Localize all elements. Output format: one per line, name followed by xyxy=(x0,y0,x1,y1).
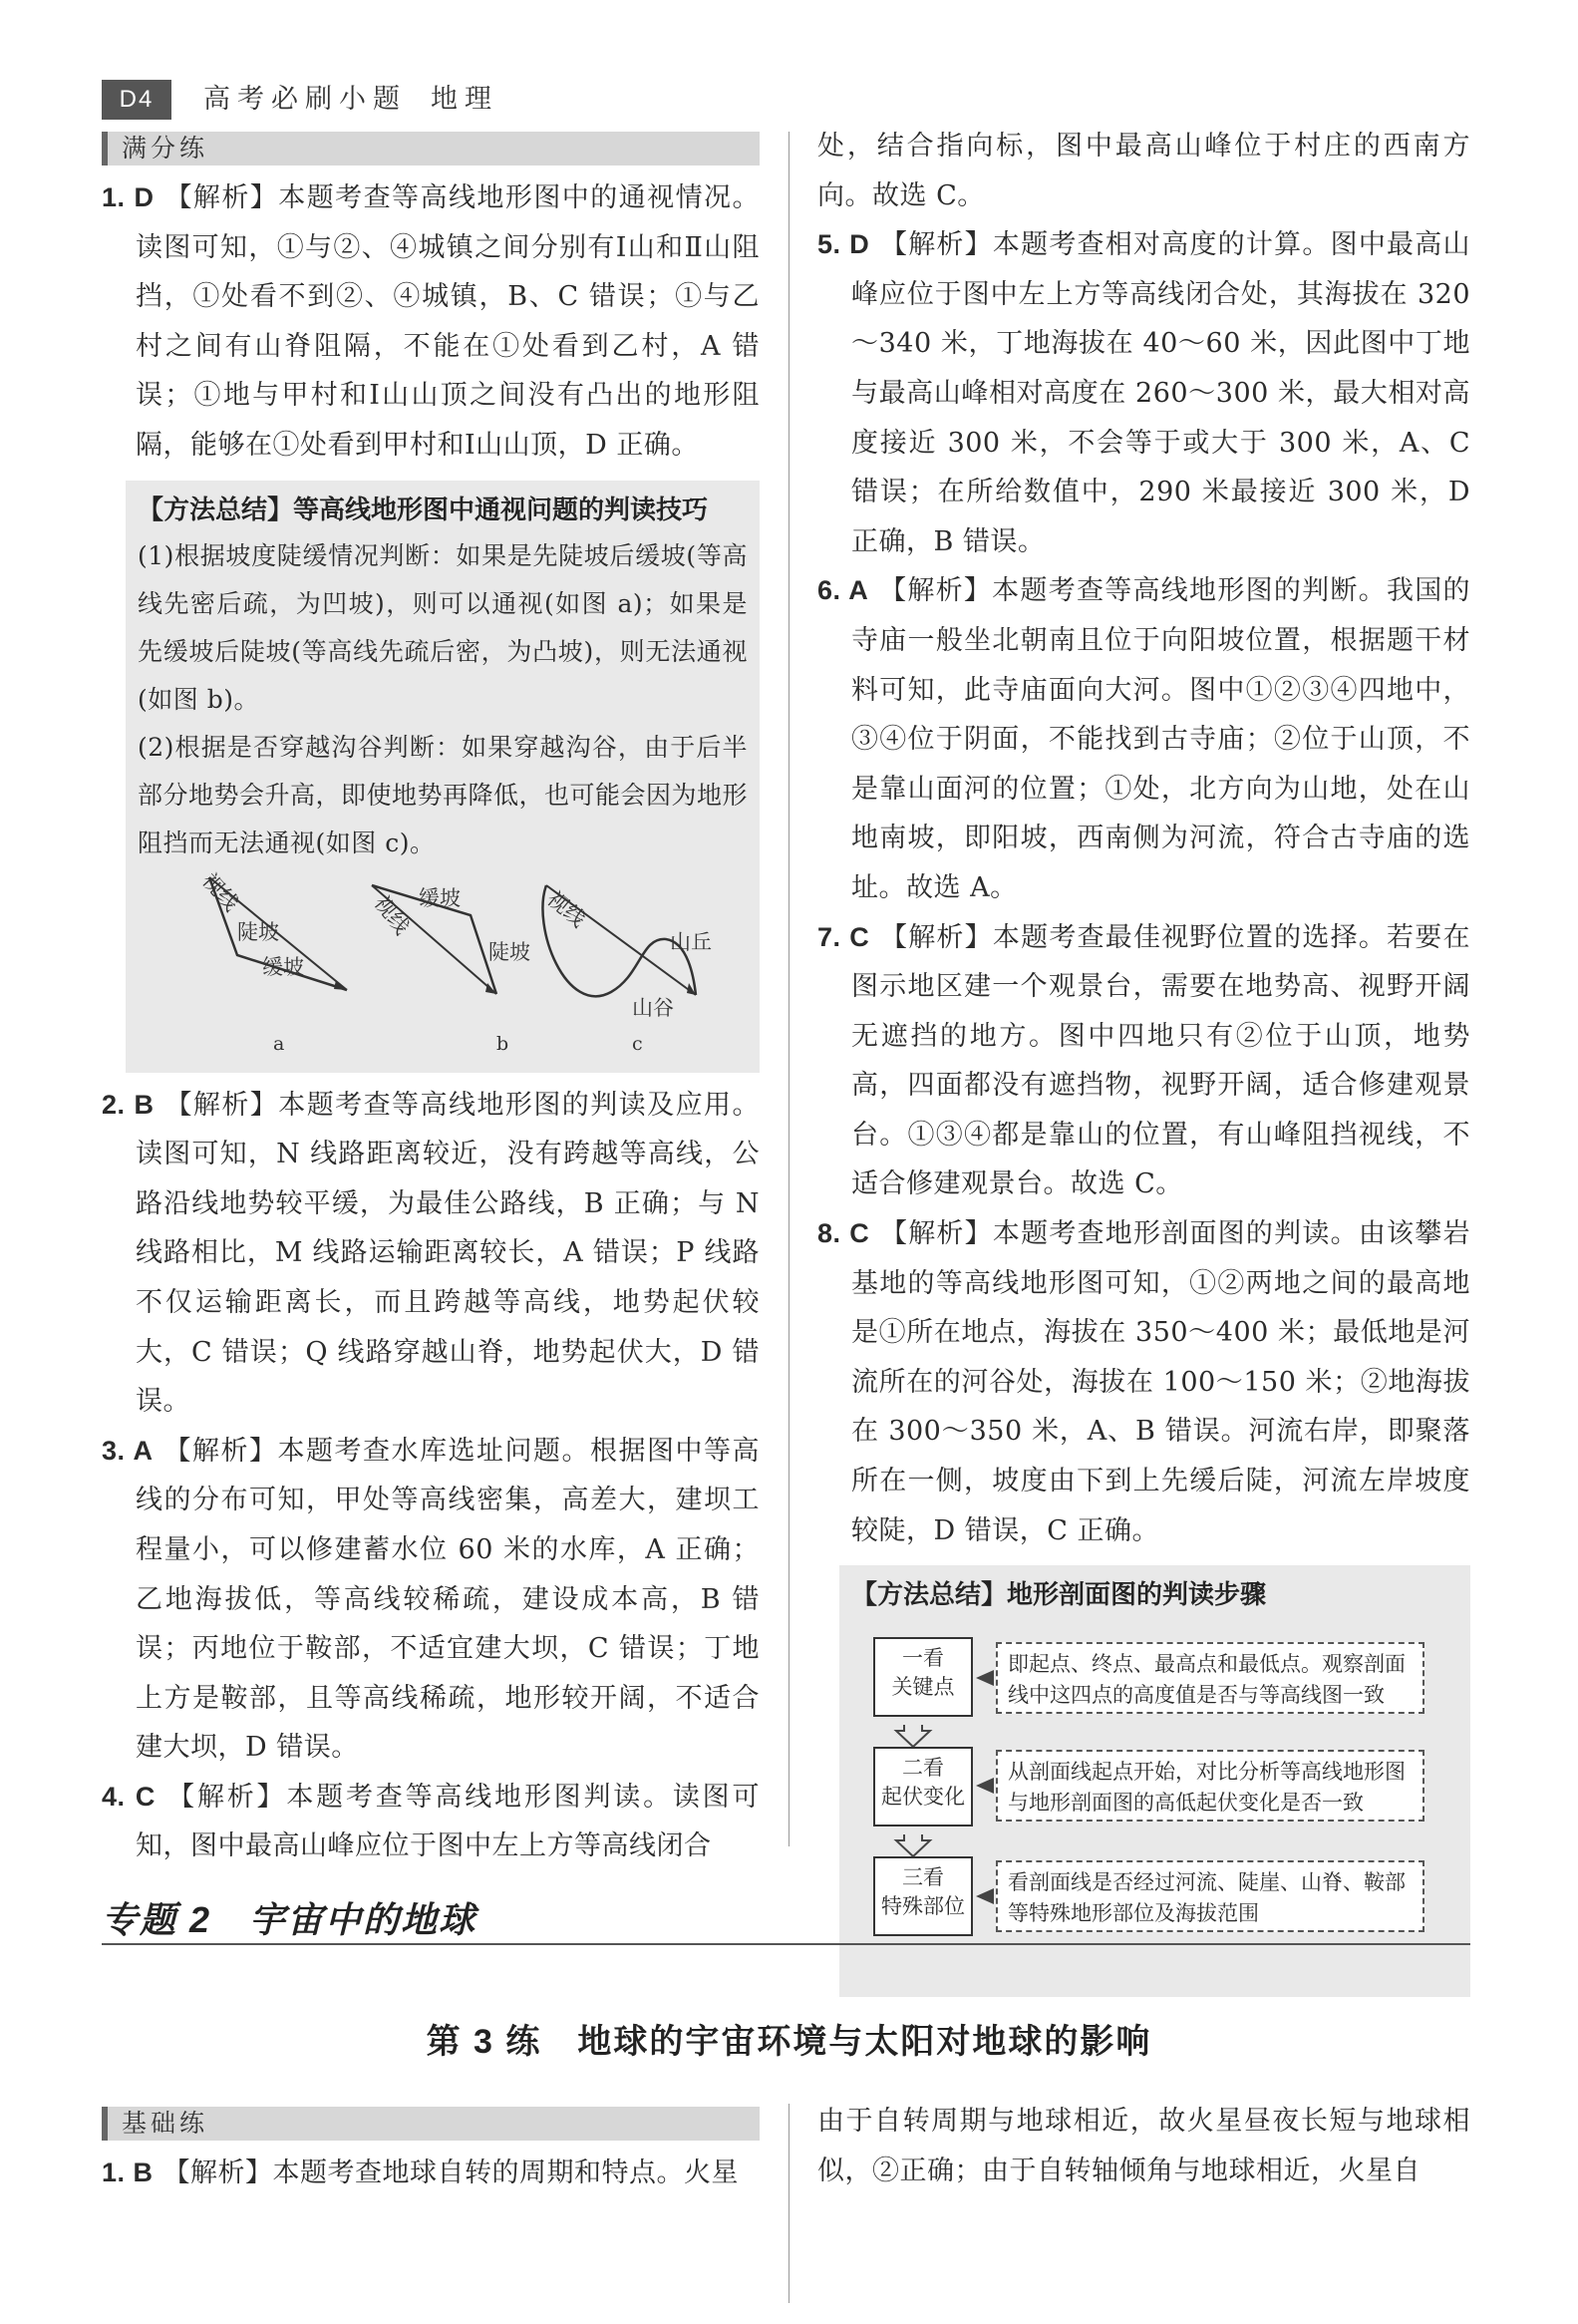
answer-item-1 xyxy=(102,173,760,471)
book-name: 高考必刷小题 xyxy=(203,84,407,115)
answer-text: 【解析】本题考查水库选址问题。根据图中等高线的分布可知，甲处等高线密集，高差大，建坝工程量小，可以修建蓄水位 60 米的水库，A 正确；乙地海拔低，等高线较稀疏，建设成本高，B 错误；丙地位于鞍部，不适宜建大坝，C 错误；丁地上方是鞍部，且等高线稀疏，地形较开阔，不适合建大坝，D 错误。 xyxy=(136,1435,760,1764)
answer-text: 【解析】本题考查等高线地形图中的通视情况。读图可知，①与②、④城镇之间分别有Ⅰ山和Ⅱ山阻挡，①处看不到②、④城镇，B、C 错误；①与乙村之间有山脊阻隔，不能在①处看到乙村，A 错误；①地与甲村和Ⅰ山山顶之间没有凸出的地形阻隔，能够在①处看到甲村和Ⅰ山山顶，D 正确。 xyxy=(136,182,760,461)
answer-number: 3. A xyxy=(102,1435,154,1466)
figure-c-label-valley: 山谷 xyxy=(632,996,674,1020)
answer-item-5 xyxy=(817,220,1470,566)
right-column xyxy=(817,122,1470,2005)
topic-heading xyxy=(102,1897,1470,1945)
page-header xyxy=(102,80,1462,120)
figure-b xyxy=(370,885,530,1055)
step-1-line-2: 关键点 xyxy=(891,1676,955,1700)
profile-method-title: 【方法总结】地形剖面图的判读步骤 xyxy=(851,1580,1267,1611)
sight-line-diagrams xyxy=(138,867,772,1067)
answer-item-2 xyxy=(102,1081,760,1427)
step-box-1 xyxy=(873,1637,973,1717)
answer-item-4-continued: 处，结合指向标，图中最高山峰位于村庄的西南方向。故选 C。 xyxy=(817,131,1470,211)
page-number-badge: D4 xyxy=(102,80,171,120)
answer-number: 4. C xyxy=(102,1781,156,1812)
answer-text: 【解析】本题考查地形剖面图的判读。由该攀岩基地的等高线地形图可知，①②两地之间的最高地是①所在地点，海拔在 350～400 米；最低地是河流所在的河谷处，海拔在 100～150 米；②地海拔在 300～350 米，A、B 错误。河流右岸，即聚落所在一侧，坡度由下到上先缓后陡，河流左岸坡度较陡，D 错误，C 正确。 xyxy=(851,1218,1470,1546)
sight-line-figures xyxy=(138,867,748,1067)
figure-c xyxy=(542,885,712,1055)
figure-b-label-sight: 视线 xyxy=(369,891,414,939)
answer-item-4 xyxy=(102,1773,760,1871)
lesson-title: 第 3 练 地球的宇宙环境与太阳对地球的影响 xyxy=(426,2023,1152,2061)
topic-title: 专题 2 宇宙中的地球 xyxy=(102,1899,477,1940)
down-arrow-icon xyxy=(896,1834,930,1856)
subject-name: 地理 xyxy=(431,84,498,115)
left-arrow-icon xyxy=(976,1778,994,1794)
figure-c-label-hill: 山丘 xyxy=(670,930,712,954)
answer-text: 【解析】本题考查地球自转的周期和特点。火星 xyxy=(162,2158,740,2188)
figure-b-caption: b xyxy=(496,1032,509,1055)
figure-b-label-gentle: 缓坡 xyxy=(419,886,461,910)
method-point-1: (1)根据坡度陡缓情况判断：如果是先陡坡后缓坡(等高线先密后疏，为凹坡)，则可以通视(如图 a)；如果是先缓坡后陡坡(等高线先疏后密，为凸坡)，则无法通视(如图 b)。 xyxy=(138,540,748,714)
figure-b-label-steep: 陡坡 xyxy=(488,940,530,964)
answer-item-6 xyxy=(817,566,1470,912)
bottom-right-column xyxy=(817,2097,1470,2195)
step-desc-3: 看剖面线是否经过河流、陡崖、山脊、鞍部等特殊地形部位及海拔范围 xyxy=(996,1860,1424,1932)
figure-a-label-gentle: 缓坡 xyxy=(262,955,304,979)
answer-item-b1-continued: 由于自转周期与地球相近，故火星昼夜长短与地球相似，②正确；由于自转轴倾角与地球相近，火星自 xyxy=(817,2106,1470,2186)
method-point-2: (2)根据是否穿越沟谷判断：如果穿越沟谷，由于后半部分地势会升高，即使地势再降低，也可能会因为地形阻挡而无法通视(如图 c)。 xyxy=(138,732,749,857)
answer-text: 【解析】本题考查最佳视野位置的选择。若要在图示地区建一个观景台，需要在地势高、视野开阔无遮挡的地方。图中四地只有②位于山顶，地势高，四面都没有遮挡物，视野开阔，适合修建观景台。①③④都是靠山的位置，有山峰阻挡视线，不适合修建观景台。故选 C。 xyxy=(851,921,1470,1200)
answer-text: 【解析】本题考查等高线地形图的判读及应用。读图可知，N 线路距离较近，没有跨越等高线，公路沿线地势较平缓，为最佳公路线，B 正确；与 N 线路相比，M 线路运输距离较长，A 错误；P 线路不仅运输距离长，而且跨越等高线，地势起伏较大，C 错误；Q 线路穿越山脊，地势起伏大，D 错误。 xyxy=(136,1089,760,1418)
step-3-line-2: 特殊部位 xyxy=(881,1895,965,1919)
figure-c-caption: c xyxy=(632,1032,643,1055)
figure-c-label-sight: 视线 xyxy=(542,886,590,932)
answer-item-7 xyxy=(817,913,1470,1210)
figure-a-arrow xyxy=(334,980,347,990)
step-2-line-1: 二看 xyxy=(902,1757,944,1781)
step-box-2 xyxy=(873,1747,973,1826)
book-title xyxy=(203,82,498,118)
figure-a-label-steep: 陡坡 xyxy=(237,920,279,944)
answer-number: 6. A xyxy=(817,575,869,606)
figure-a-label-sight: 视线 xyxy=(197,868,243,916)
answer-text: 【解析】本题考查等高线地形图判读。读图可知，图中最高山峰应位于图中左上方等高线闭合 xyxy=(136,1781,760,1862)
answer-item-8 xyxy=(817,1209,1470,1555)
answer-number: 2. B xyxy=(102,1089,155,1120)
answer-number: 8. C xyxy=(817,1218,870,1249)
answer-item-b1 xyxy=(102,2149,760,2198)
method-summary-box xyxy=(126,481,760,1073)
answer-number: 7. C xyxy=(817,921,870,952)
answer-number: 5. D xyxy=(817,229,870,260)
bottom-left-column xyxy=(102,2107,760,2198)
left-arrow-icon xyxy=(976,1670,994,1686)
step-3-line-1: 三看 xyxy=(902,1866,944,1890)
left-column xyxy=(102,132,760,1871)
answer-text: 【解析】本题考查相对高度的计算。图中最高山峰应位于图中左上方等高线闭合处，其海拔在 320～340 米，丁地海拔在 40～60 米，因此图中丁地与最高山峰相对高度在 260～300 米，最大相对高度接近 300 米，不会等于或大于 300 米，A、C 错误；在所给数值中，290 米最接近 300 米，D 正确，B 错误。 xyxy=(851,229,1470,557)
section-label-basic: 基础练 xyxy=(102,2107,760,2141)
figure-a-caption: a xyxy=(273,1032,285,1055)
answer-number: 1. D xyxy=(102,182,155,212)
step-1-line-1: 一看 xyxy=(902,1647,944,1671)
step-desc-2: 从剖面线起点开始，对比分析等高线地形图与地形剖面图的高低起伏变化是否一致 xyxy=(996,1750,1424,1822)
section-label-full-score: 满分练 xyxy=(102,132,760,166)
step-2-line-2: 起伏变化 xyxy=(881,1786,965,1810)
step-desc-1: 即起点、终点、最高点和最低点。观察剖面线中这四点的高度值是否与等高线图一致 xyxy=(996,1642,1424,1714)
answer-number: 1. B xyxy=(102,2158,154,2187)
down-arrow-icon xyxy=(896,1725,930,1747)
figure-a xyxy=(197,868,347,1054)
method-summary-title: 【方法总结】等高线地形图中通视问题的判读技巧 xyxy=(138,495,709,525)
answer-text: 【解析】本题考查等高线地形图的判断。我国的寺庙一般坐北朝南且位于向阳坡位置，根据题干材料可知，此寺庙面向大河。图中①②③④四地中，③④位于阴面，不能找到古寺庙；②位于山顶，不是靠山面河的位置；①处，北方向为山地，处在山地南坡，即阳坡，西南侧为河流，符合古寺庙的选址。故选 A。 xyxy=(851,575,1471,903)
answer-item-3 xyxy=(102,1427,760,1773)
